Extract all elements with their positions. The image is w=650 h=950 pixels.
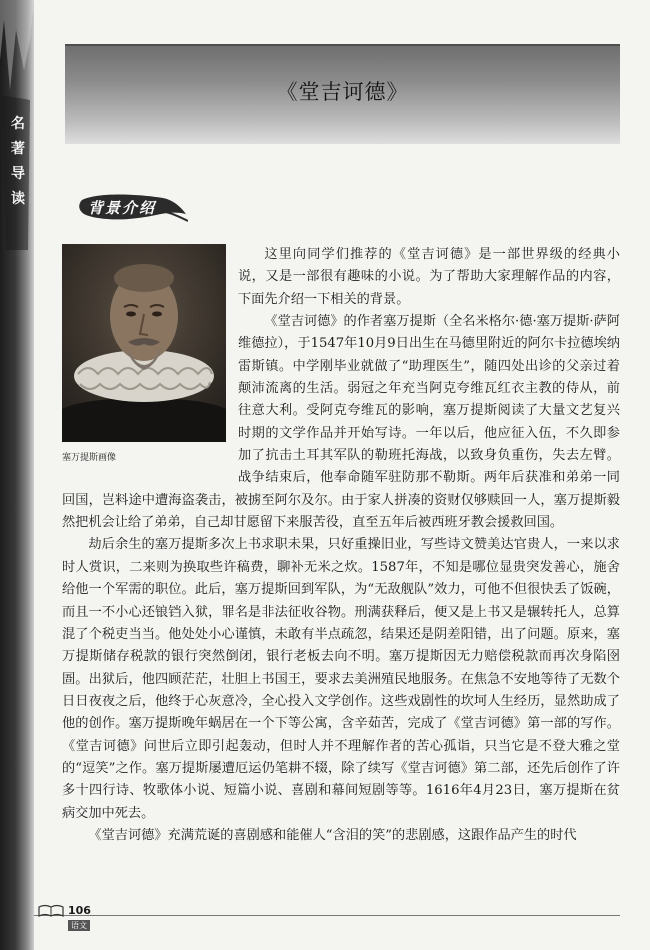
subject-tag: 语文 <box>68 920 90 931</box>
open-book-icon <box>38 903 64 917</box>
paragraph: 这里向同学们推荐的《堂吉诃德》是一部世界级的经典小说，又是一部很有趣味的小说。为了帮助大家理解作品的内容，下面先介绍一下相关的背景。 <box>238 247 620 307</box>
paragraph: 劫后余生的塞万提斯多次上书求职未果，只好重操旧业，写些诗文赞美达官贵人，一来以求时人赏识，二来则为换取些许稿费，聊补无米之炊。1587年，不知是哪位显贵突发善心，施舍给他一个军需的职位。此后，塞万提斯回到军队，为“无敌舰队”效力，可他不但很快丢了饭碗，而且一不小心还锒铛入狱，罪名是非法征收谷物。刑满获释后，便又是上书又是辗转托人，总算混了个税吏当当。他处处小心谨慎，未敢有半点疏忽，结果还是阴差阳错，出了问题。原来，塞万提斯储存税款的银行突然倒闭，银行老板去向不明。塞万提斯因无力赔偿税款而再次身陷囹圄。出狱后，他四顾茫茫，壮胆上书国王，要求去美洲殖民地服务。在焦急不安地等待了无数个日日夜夜之后，他终于心灰意冷，全心投入文学创作。这些戏剧性的坎坷人生经历，显然助成了他的创作。塞万提斯晚年蜗居在一个下等公寓，含辛茹苦，完成了《堂吉诃德》第一部的写作。《堂吉诃德》问世后立即引起轰动，但时人并不理解作者的苦心孤诣，只当它是不登大雅之堂的“逗笑”之作。塞万提斯屡遭厄运仍笔耕不辍，除了续写《堂吉诃德》第二部，还先后创作了许多十四行诗、牧歌体小说、短篇小说、喜剧和幕间短剧等等。1616年4月23日，塞万提斯在贫病交加中死去。 <box>62 537 620 821</box>
article-body <box>62 244 620 847</box>
paragraph: 《堂吉诃德》充满荒诞的喜剧感和能催人“含泪的笑”的悲剧感，这跟作品产生的时代 <box>88 827 577 843</box>
side-label-char: 名 <box>11 116 25 132</box>
side-label <box>4 112 32 212</box>
side-label-char: 读 <box>11 191 25 207</box>
side-label-char: 导 <box>11 166 25 182</box>
side-label-char: 著 <box>11 141 25 157</box>
page-title: 《堂吉诃德》 <box>276 80 409 104</box>
paragraph: 《堂吉诃德》的作者塞万提斯（全名米格尔·德·塞万提斯·萨阿维德拉），于1547年10月9日出生在马德里附近的阿尔卡拉德埃纳雷斯镇。中学刚毕业就做了“助理医生”，随四处出诊的父亲过着颠沛流离的生活。弱冠之年充当阿克夸维瓦红衣主教的侍从，前往意大利。受阿克夸维瓦的影响，塞万提斯阅读了大量文艺复兴时期的文学作品并开始写诗。一年以后，他应征入伍，不久即参加了抗击土耳其军队的勒班托海战，以致身负重伤，失去左臂。战争结束后，他奉命随军驻防那不勒斯。两年后获准和弟弟一同回国，岂料途中遭海盗袭击，被掳至阿尔及尔。由于家人拼凑的资财仅够赎回一人，塞万提斯毅然把机会让给了弟弟，自己却甘愿留下来服苦役，直至五年后被西班牙教会援救回国。 <box>62 314 620 531</box>
section-heading-text: 背景介绍 <box>88 198 157 217</box>
footer-divider <box>34 915 620 916</box>
portrait-caption: 塞万提斯画像 <box>62 453 117 463</box>
title-banner <box>65 44 620 144</box>
portrait-spacer <box>62 244 238 471</box>
section-heading <box>82 194 156 220</box>
page-number: 106 <box>68 904 91 917</box>
